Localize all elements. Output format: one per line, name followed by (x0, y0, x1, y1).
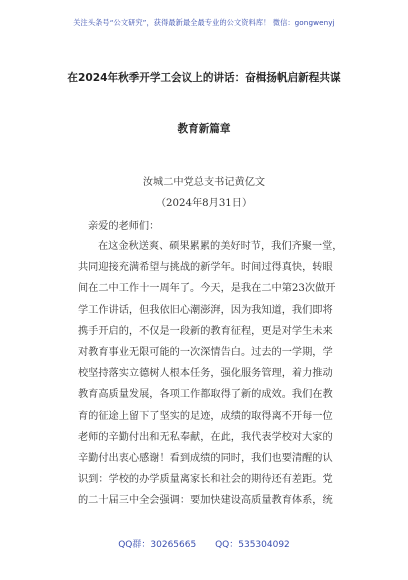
author-byline: 汝城二中党总支书记黄亿文 (142, 177, 266, 188)
speech-date: （2024年8月31日） (155, 198, 253, 209)
body-paragraph (78, 236, 353, 511)
document-title: 在2024年秋季开学工会议上的讲话：奋楫扬帆启新程共谋 (67, 72, 341, 84)
body-line: 学工作讲话，但我依旧心潮澎湃，因为我知道，我们即将 (78, 304, 333, 316)
body-line: 辛勤付出衷心感谢！看到成绩的同时，我们也要清醒的认 (78, 452, 333, 464)
body-line: 在这金秋送爽、硕果累累的美好时节，我们齐聚一堂， (98, 241, 343, 252)
footer-qq: QQ：535304092 (215, 540, 290, 550)
header-note: 关注头条号“公文研究”，获得最新最全最专业的公文资料库！ 微信：gongwenyj (73, 18, 335, 27)
body-line: 携手开启的，不仅是一段新的教育征程，更是对学生未来 (78, 325, 333, 337)
body-line: 教育高质量发展，各项工作都取得了新的成效。我们在教 (78, 389, 333, 401)
footer-qq-group: QQ群：30265665 (118, 540, 197, 550)
body-line: 的二十届三中全会强调：要加快建设高质量教育体系，统 (78, 495, 333, 507)
body-line: 共同迎接充满希望与挑战的新学年。时间过得真快，转眼 (78, 262, 333, 274)
body-line: 识到：学校的办学质量离家长和社会的期待还有差距。党 (78, 474, 333, 486)
body-line: 老师的辛勤付出和无私奉献，在此，我代表学校对大家的 (78, 431, 333, 443)
salutation: 亲爱的老师们： (88, 221, 160, 232)
body-line: 对教育事业无限可能的一次深情告白。过去的一学期，学 (78, 346, 333, 358)
body-line: 校坚持落实立德树人根本任务，强化服务管理，着力推动 (78, 368, 333, 380)
body-line: 育的征途上留下了坚实的足迹，成绩的取得离不开每一位 (78, 410, 333, 422)
document-title-continued: 教育新篇章 (177, 123, 231, 135)
footer-contact (0, 537, 408, 550)
body-line: 间在二中工作十一周年了。今天，是我在二中第23次做开 (78, 283, 336, 295)
